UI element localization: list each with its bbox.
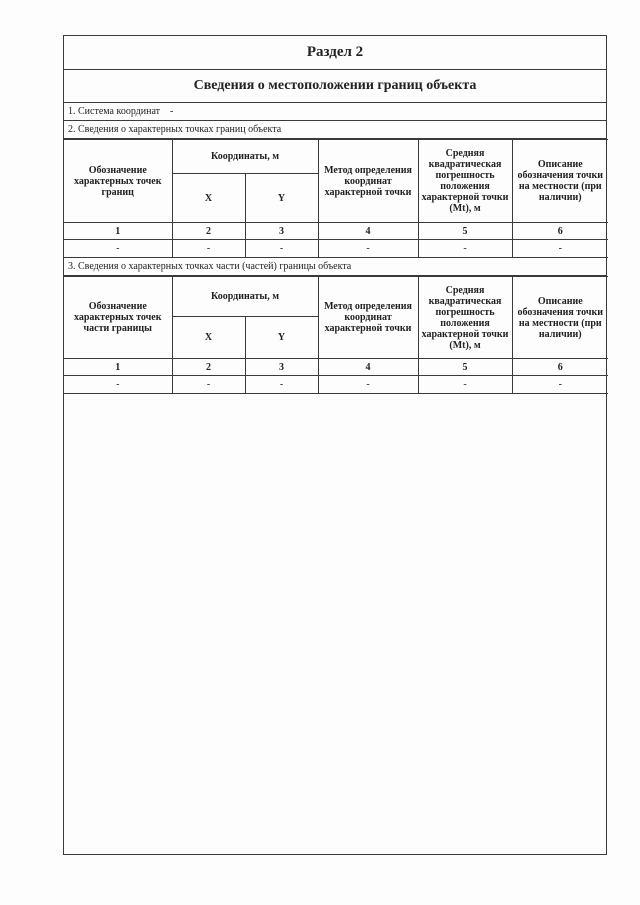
header-x: X: [172, 174, 245, 223]
table-cell: -: [512, 376, 608, 394]
coord-system-label: 1. Система координат: [68, 106, 161, 117]
table-cell: -: [245, 376, 318, 394]
table-cell: -: [172, 376, 245, 394]
header-designation: Обозначение характерных точек части границы: [64, 277, 172, 359]
header-method: Метод определения координат характерной точки: [318, 140, 418, 223]
header-error: Средняя квадратическая погрешность положения характерной точки (Mt), м: [418, 140, 512, 223]
coord-system-line: [64, 103, 606, 121]
header-y: Y: [245, 174, 318, 223]
table2-part-boundary-points: [64, 276, 608, 394]
table-cell: -: [318, 240, 418, 258]
header-coords: Координаты, м: [172, 140, 318, 174]
header-coords: Координаты, м: [172, 277, 318, 317]
table-cell: -: [245, 240, 318, 258]
header-description: Описание обозначения точки на местности (при наличии): [512, 140, 608, 223]
col-number: 4: [318, 223, 418, 240]
table1-title: 2. Сведения о характерных точках границ объекта: [64, 121, 606, 139]
col-number: 2: [172, 223, 245, 240]
header-error: Средняя квадратическая погрешность положения характерной точки (Mt), м: [418, 277, 512, 359]
table1-boundary-points: [64, 139, 608, 258]
table-cell: -: [418, 376, 512, 394]
column-numbers-row: [64, 359, 608, 376]
table-cell: -: [172, 240, 245, 258]
table-cell: -: [318, 376, 418, 394]
table-cell: -: [64, 376, 172, 394]
section-subtitle: Сведения о местоположении границ объекта: [64, 70, 606, 103]
header-method: Метод определения координат характерной точки: [318, 277, 418, 359]
coord-system-value: -: [170, 106, 174, 117]
col-number: 3: [245, 223, 318, 240]
header-description: Описание обозначения точки на местности (при наличии): [512, 277, 608, 359]
table2-title: 3. Сведения о характерных точках части (частей) границы объекта: [64, 258, 606, 276]
col-number: 5: [418, 359, 512, 376]
col-number: 4: [318, 359, 418, 376]
column-numbers-row: [64, 223, 608, 240]
document-frame: [63, 35, 607, 855]
header-y: Y: [245, 317, 318, 359]
col-number: 6: [512, 359, 608, 376]
section-title: Раздел 2: [64, 36, 606, 70]
col-number: 2: [172, 359, 245, 376]
header-x: X: [172, 317, 245, 359]
col-number: 1: [64, 223, 172, 240]
table-cell: -: [418, 240, 512, 258]
col-number: 5: [418, 223, 512, 240]
table-cell: -: [64, 240, 172, 258]
col-number: 3: [245, 359, 318, 376]
col-number: 1: [64, 359, 172, 376]
table-row: [64, 240, 608, 258]
table-cell: -: [512, 240, 608, 258]
col-number: 6: [512, 223, 608, 240]
header-designation: Обозначение характерных точек границ: [64, 140, 172, 223]
table-row: [64, 376, 608, 394]
